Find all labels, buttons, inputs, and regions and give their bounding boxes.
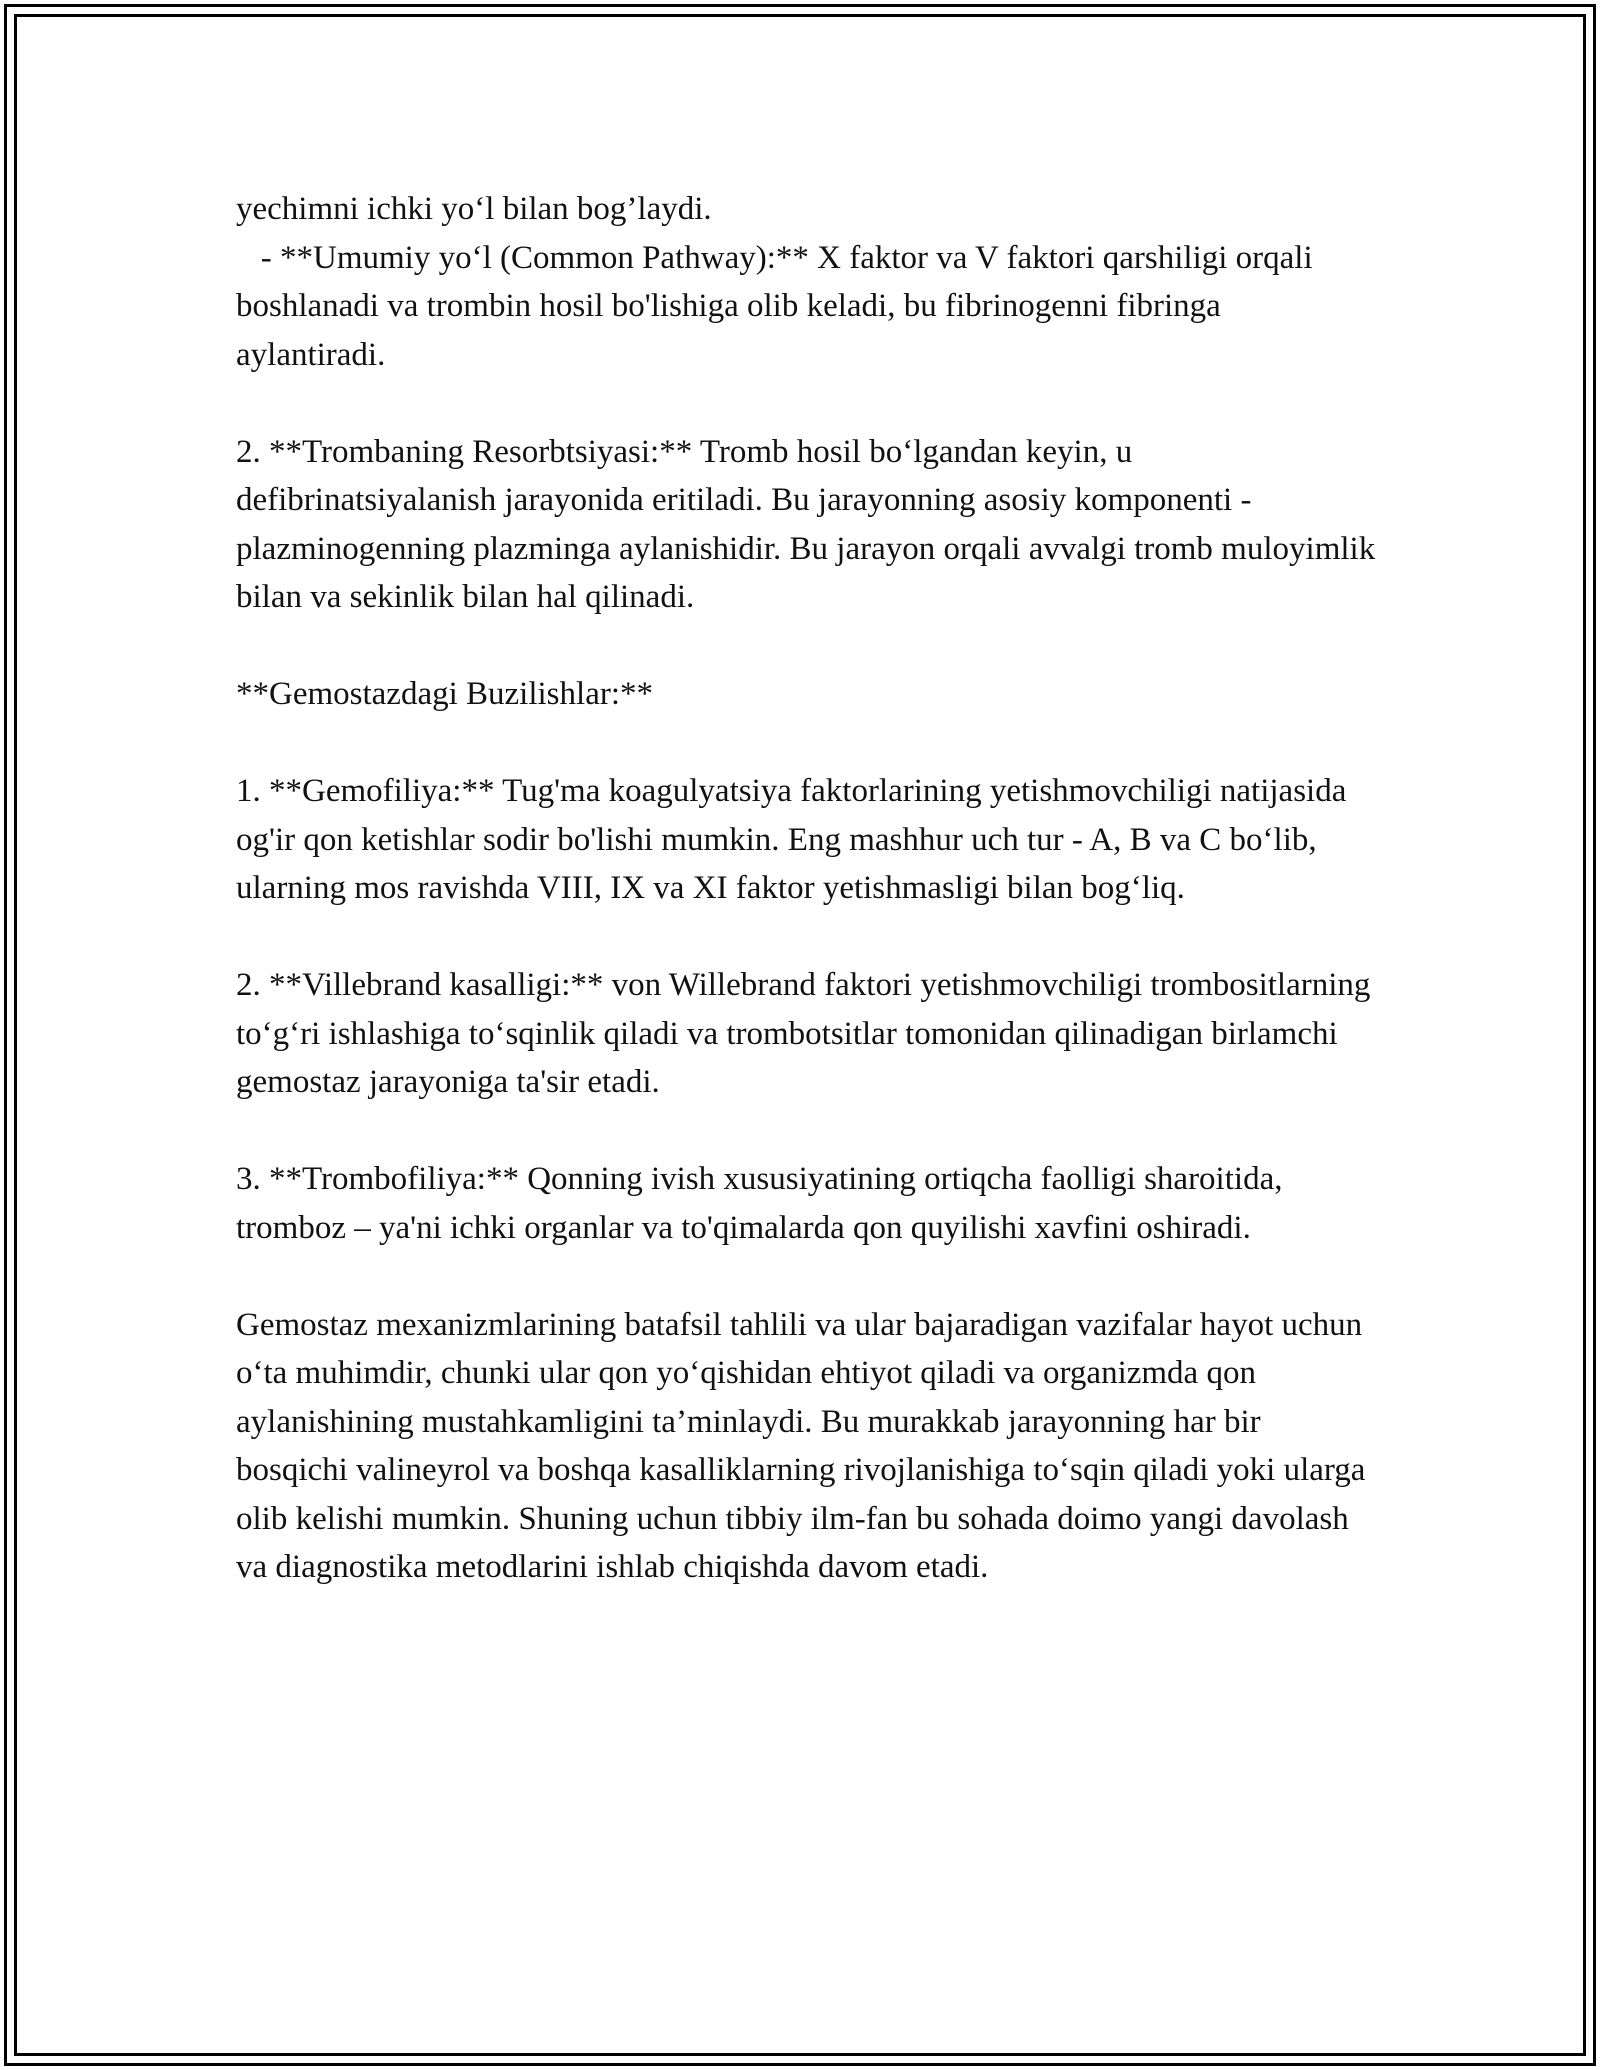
paragraph-thrombus-resorption: 2. **Trombaning Resorbtsiyasi:** Tromb hosil bo‘lgandan keyin, u defibrinatsiyalanish jarayonida eritiladi. Bu jarayonning asosiy komponenti - plazminogenning plazminga aylanishidir. Bu jarayon orqali avvalgi tromb muloyimlik bilan va sekinlik bilan hal qilinadi. bbox=[236, 433, 1384, 615]
paragraph-von-willebrand: 2. **Villebrand kasalligi:** von Willebrand faktori yetishmovchiligi trombositlarning to‘g‘ri ishlashiga to‘sqinlik qiladi va trombotsitlar tomonidan qilinadigan birlamchi gemostaz jarayoniga ta'sir etadi. bbox=[236, 967, 1379, 1100]
paragraph-hemophilia: 1. **Gemofiliya:** Tug'ma koagulyatsiya faktorlarining yetishmovchiligi natijasida og'ir qon ketishlar sodir bo'lishi mumkin. Eng mashhur uch tur - A, B va C bo‘lib, ularning mos ravishda VIII, IX va XI faktor yetishmasligi bilan bog‘liq. bbox=[236, 773, 1355, 906]
document-body bbox=[236, 185, 1384, 1592]
paragraph-gap bbox=[236, 913, 1376, 962]
paragraph-gap bbox=[236, 379, 1376, 428]
paragraph-gap bbox=[236, 1252, 1376, 1301]
paragraph-conclusion: Gemostaz mexanizmlarining batafsil tahlili va ular bajaradigan vazifalar hayot uchun o‘ta muhimdir, chunki ular qon yo‘qishidan ehtiyot qiladi va organizmda qon aylanishining mustahkamligini ta’minlaydi. Bu murakkab jarayonning har bir bosqichi valineyrol va boshqa kasalliklarning rivojlanishiga to‘sqin qiladi yoki ularga olib kelishi mumkin. Shuning uchun tibbiy ilm-fan bu sohada doimo yangi davolash va diagnostika metodlarini ishlab chiqishda davom etadi. bbox=[236, 1306, 1374, 1585]
paragraph-gap bbox=[236, 1107, 1376, 1156]
paragraph-thrombophilia: 3. **Trombofiliya:** Qonning ivish xususiyatining ortiqcha faolligi sharoitida, tromboz – ya'ni ichki organlar va to'qimalarda qon quyilishi xavfini oshiradi. bbox=[236, 1161, 1291, 1246]
paragraph-common-pathway: yechimni ichki yo‘l bilan bog’laydi. - **Umumiy yo‘l (Common Pathway):** X faktor va V faktori qarshiligi orqali boshlanadi va trombin hosil bo'lishiga olib keladi, bu fibrinogenni fibringa aylantiradi. bbox=[236, 191, 1313, 373]
paragraph-gap bbox=[236, 719, 1376, 768]
section-heading-disorders: **Gemostazdagi Buzilishlar:** bbox=[236, 676, 653, 712]
paragraph-gap bbox=[236, 622, 1376, 671]
